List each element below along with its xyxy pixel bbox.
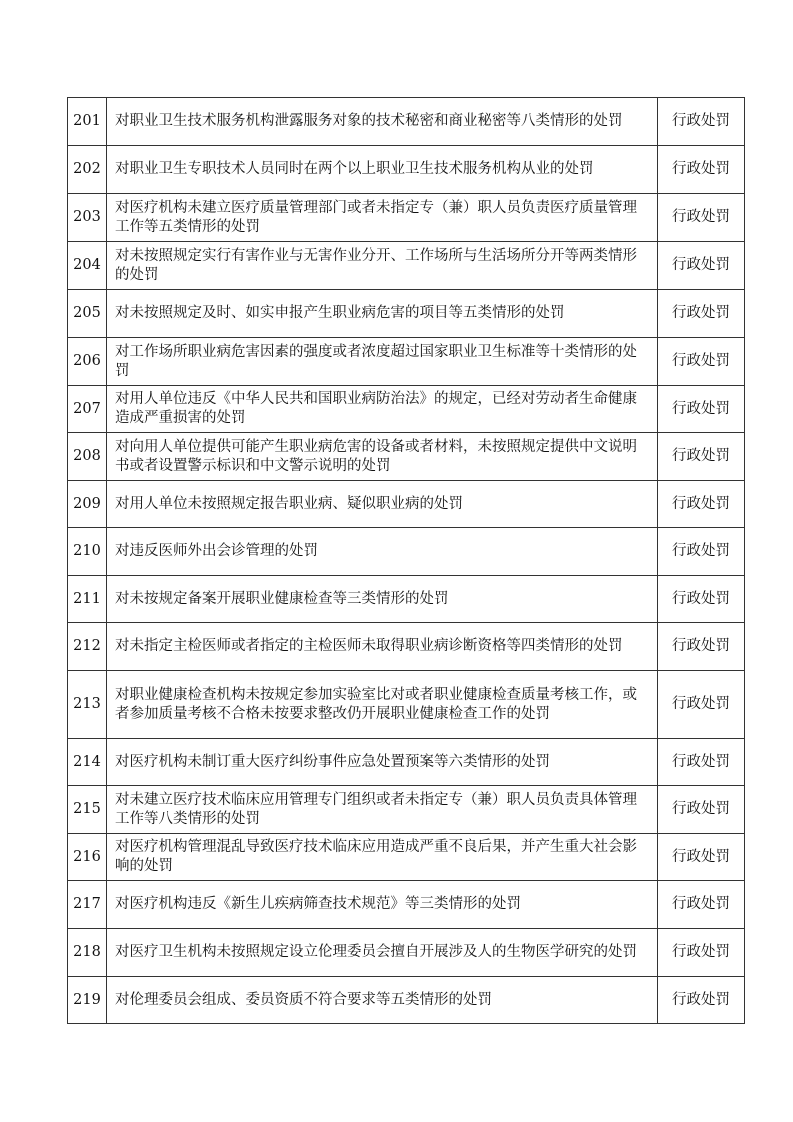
row-description: 对工作场所职业病危害因素的强度或者浓度超过国家职业卫生标准等十类情形的处罚 xyxy=(107,338,658,386)
table-row xyxy=(68,671,745,739)
row-description: 对未按照规定及时、如实申报产生职业病危害的项目等五类情形的处罚 xyxy=(107,290,658,338)
row-description: 对未按规定备案开展职业健康检查等三类情形的处罚 xyxy=(107,576,658,623)
row-description: 对违反医师外出会诊管理的处罚 xyxy=(107,528,658,576)
row-description: 对医疗机构违反《新生儿疾病筛查技术规范》等三类情形的处罚 xyxy=(107,881,658,929)
row-description: 对医疗卫生机构未按照规定设立伦理委员会擅自开展涉及人的生物医学研究的处罚 xyxy=(107,929,658,977)
row-type: 行政处罚 xyxy=(658,290,745,338)
row-type: 行政处罚 xyxy=(658,242,745,290)
row-type: 行政处罚 xyxy=(658,528,745,576)
row-description: 对未按照规定实行有害作业与无害作业分开、工作场所与生活场所分开等两类情形的处罚 xyxy=(107,242,658,290)
row-number: 214 xyxy=(68,739,107,786)
row-number: 216 xyxy=(68,834,107,881)
row-number: 204 xyxy=(68,242,107,290)
row-number: 201 xyxy=(68,98,107,146)
row-number: 208 xyxy=(68,433,107,481)
row-number: 215 xyxy=(68,786,107,834)
row-number: 203 xyxy=(68,194,107,242)
row-type: 行政处罚 xyxy=(658,386,745,433)
row-number: 205 xyxy=(68,290,107,338)
row-number: 206 xyxy=(68,338,107,386)
row-number: 207 xyxy=(68,386,107,433)
table-row xyxy=(68,834,745,881)
row-description: 对向用人单位提供可能产生职业病危害的设备或者材料，未按照规定提供中文说明书或者设置警示标识和中文警示说明的处罚 xyxy=(107,433,658,481)
row-description: 对职业健康检查机构未按规定参加实验室比对或者职业健康检查质量考核工作，或者参加质量考核不合格未按要求整改仍开展职业健康检查工作的处罚 xyxy=(107,671,658,739)
row-type: 行政处罚 xyxy=(658,671,745,739)
table-row xyxy=(68,386,745,433)
table-row xyxy=(68,576,745,623)
row-description: 对未建立医疗技术临床应用管理专门组织或者未指定专（兼）职人员负责具体管理工作等八类情形的处罚 xyxy=(107,786,658,834)
table-row xyxy=(68,977,745,1024)
row-description: 对用人单位未按照规定报告职业病、疑似职业病的处罚 xyxy=(107,481,658,528)
row-type: 行政处罚 xyxy=(658,146,745,194)
row-type: 行政处罚 xyxy=(658,481,745,528)
row-type: 行政处罚 xyxy=(658,929,745,977)
table-row xyxy=(68,481,745,528)
row-type: 行政处罚 xyxy=(658,433,745,481)
table-row xyxy=(68,146,745,194)
row-type: 行政处罚 xyxy=(658,739,745,786)
row-description: 对职业卫生专职技术人员同时在两个以上职业卫生技术服务机构从业的处罚 xyxy=(107,146,658,194)
row-type: 行政处罚 xyxy=(658,576,745,623)
row-type: 行政处罚 xyxy=(658,98,745,146)
row-description: 对未指定主检医师或者指定的主检医师未取得职业病诊断资格等四类情形的处罚 xyxy=(107,623,658,671)
row-description: 对医疗机构未建立医疗质量管理部门或者未指定专（兼）职人员负责医疗质量管理工作等五类情形的处罚 xyxy=(107,194,658,242)
table-row xyxy=(68,929,745,977)
penalty-table xyxy=(67,97,745,1024)
row-number: 213 xyxy=(68,671,107,739)
table-row xyxy=(68,98,745,146)
row-number: 218 xyxy=(68,929,107,977)
row-description: 对医疗机构未制订重大医疗纠纷事件应急处置预案等六类情形的处罚 xyxy=(107,739,658,786)
row-description: 对用人单位违反《中华人民共和国职业病防治法》的规定，已经对劳动者生命健康造成严重损害的处罚 xyxy=(107,386,658,433)
row-number: 202 xyxy=(68,146,107,194)
row-description: 对职业卫生技术服务机构泄露服务对象的技术秘密和商业秘密等八类情形的处罚 xyxy=(107,98,658,146)
table-row xyxy=(68,194,745,242)
table-row xyxy=(68,881,745,929)
table-body xyxy=(68,98,745,1024)
row-type: 行政处罚 xyxy=(658,881,745,929)
row-type: 行政处罚 xyxy=(658,623,745,671)
row-number: 211 xyxy=(68,576,107,623)
table-row xyxy=(68,242,745,290)
table-row xyxy=(68,739,745,786)
row-number: 219 xyxy=(68,977,107,1024)
table-row xyxy=(68,786,745,834)
row-number: 212 xyxy=(68,623,107,671)
row-type: 行政处罚 xyxy=(658,834,745,881)
row-type: 行政处罚 xyxy=(658,194,745,242)
row-type: 行政处罚 xyxy=(658,338,745,386)
row-number: 209 xyxy=(68,481,107,528)
row-number: 217 xyxy=(68,881,107,929)
table-row xyxy=(68,623,745,671)
table-row xyxy=(68,528,745,576)
row-type: 行政处罚 xyxy=(658,786,745,834)
row-number: 210 xyxy=(68,528,107,576)
row-type: 行政处罚 xyxy=(658,977,745,1024)
row-description: 对医疗机构管理混乱导致医疗技术临床应用造成严重不良后果，并产生重大社会影响的处罚 xyxy=(107,834,658,881)
table-row xyxy=(68,338,745,386)
row-description: 对伦理委员会组成、委员资质不符合要求等五类情形的处罚 xyxy=(107,977,658,1024)
table-row xyxy=(68,290,745,338)
table-row xyxy=(68,433,745,481)
